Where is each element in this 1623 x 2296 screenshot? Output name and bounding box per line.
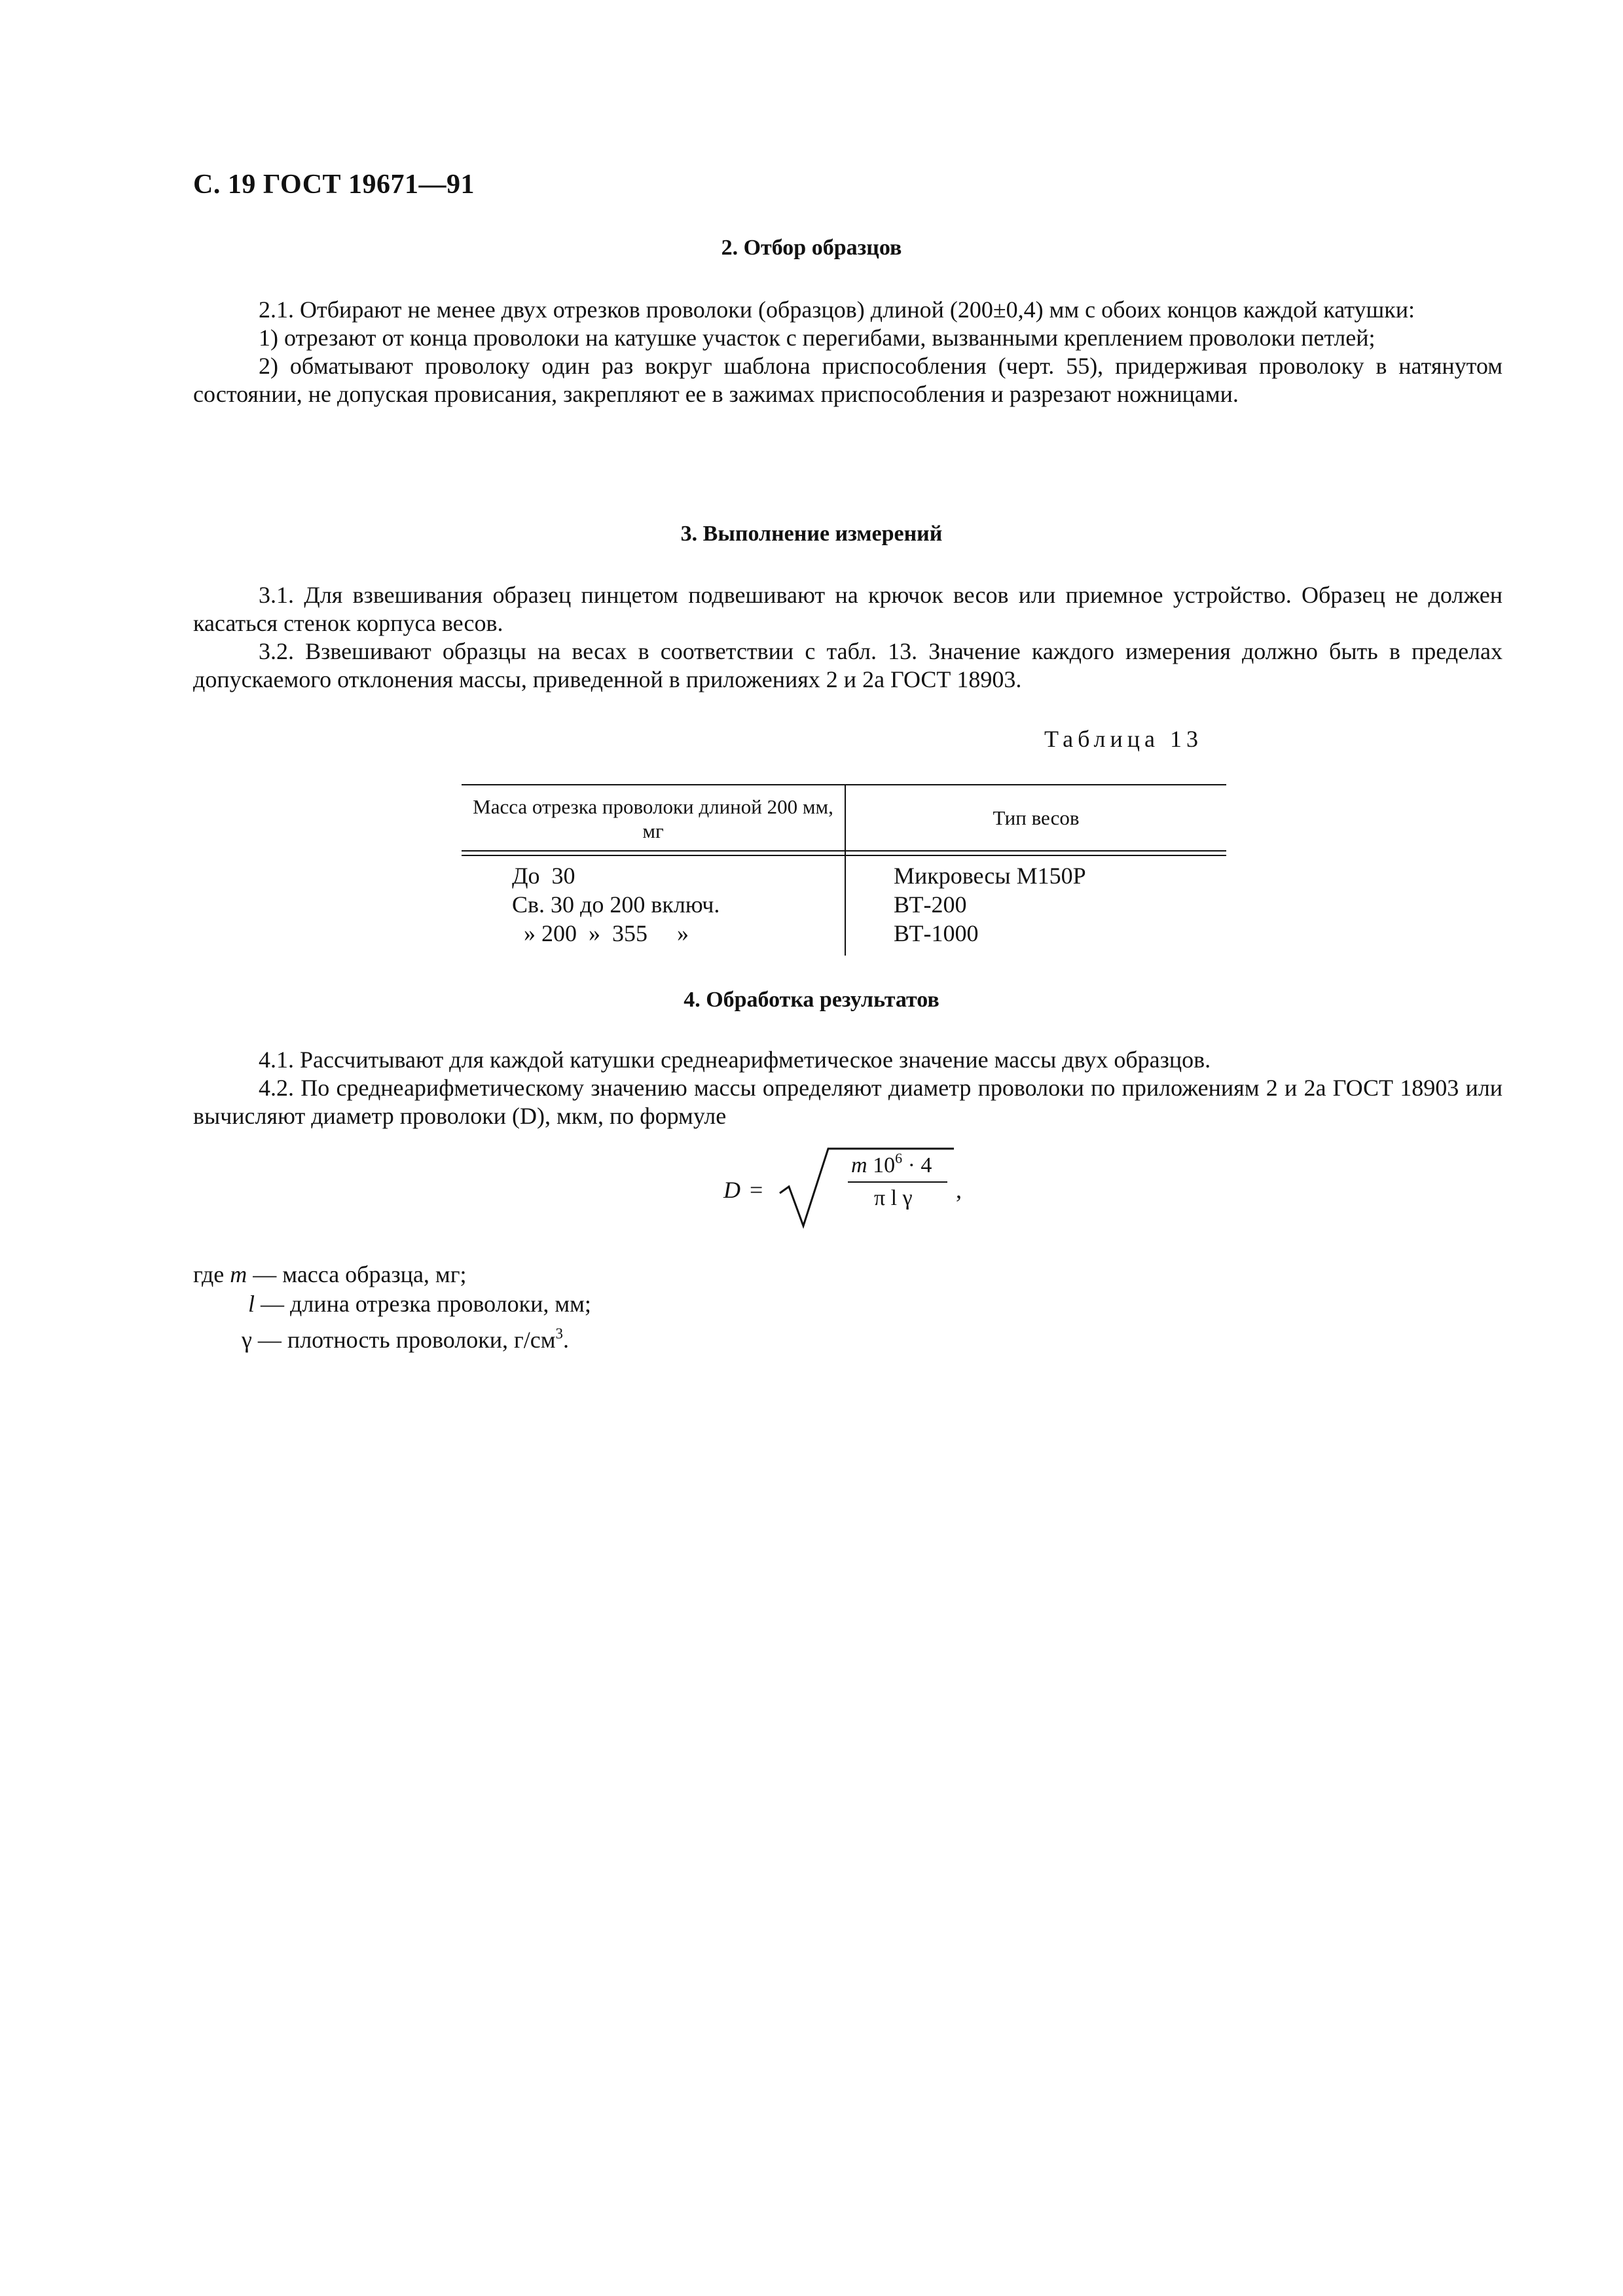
definition-m: где m — масса образца, мг; — [193, 1261, 467, 1287]
table-13 — [462, 784, 1226, 956]
table-column-scale — [894, 861, 1086, 948]
paragraph-2-1-2: 2) обматывают проволоку один раз вокруг шаблона приспособления (черт. 55), придерживая проволоку в натянутом состоянии, не допуская провисания, закрепляют ее в зажимах приспособления и разрезают ножницами. — [193, 353, 1503, 407]
section-3-title: 3. Выполнение измерений — [680, 522, 943, 546]
paragraph-3-1: 3.1. Для взвешивания образец пинцетом подвешивают на крючок весов или приемное устройство. Образец не должен касаться стенок корпуса весов. — [193, 582, 1503, 636]
table-cell: Микровесы М150Р — [894, 863, 1086, 889]
paragraph-4-1: 4.1. Рассчитывают для каждой катушки среднеарифметическое значение массы двух образцов. — [259, 1047, 1211, 1073]
paragraph-3-2: 3.2. Взвешивают образцы на весах в соответствии с табл. 13. Значение каждого измерения должно быть в пределах допускаемого отклонения массы, приведенной в приложениях 2 и 2а ГОСТ 18903. — [193, 638, 1503, 692]
page-header: С. 19 ГОСТ 19671—91 — [193, 170, 475, 200]
section-4-body — [193, 1046, 1503, 1130]
fraction-bar — [848, 1181, 947, 1183]
definition-l: l — длина отрезка проволоки, мм; — [248, 1291, 591, 1317]
table-caption: Таблица 13 — [1044, 726, 1203, 752]
table-column-mass — [512, 861, 720, 948]
variable-definitions — [193, 1260, 591, 1355]
section-2-title: 2. Отбор образцов — [721, 236, 902, 260]
diameter-formula — [723, 1142, 985, 1234]
table-cell: Св. 30 до 200 включ. — [512, 891, 720, 918]
section-2-body — [193, 296, 1503, 408]
table-cell: ВТ-1000 — [894, 920, 979, 946]
section-4-title: 4. Обработка результатов — [684, 988, 939, 1012]
table-cell: » 200 » 355 » — [512, 920, 689, 946]
table-header-rule-double — [462, 855, 1226, 856]
formula-comma: , — [956, 1177, 962, 1203]
paragraph-2-1-1: 1) отрезают от конца проволоки на катушке участок с перегибами, вызванными креплением проволоки петлей; — [259, 325, 1376, 351]
table-header-scale-type: Тип весов — [993, 806, 1080, 829]
table-header-mass: Масса отрезка проволоки длиной 200 мм, мг — [473, 795, 833, 842]
section-3-body — [193, 581, 1503, 694]
formula-lhs: D — [723, 1177, 740, 1203]
formula-equals: = — [750, 1177, 763, 1203]
formula-denominator: π l γ — [874, 1186, 913, 1210]
table-cell: До 30 — [512, 863, 575, 889]
table-top-rule — [462, 784, 1226, 785]
paragraph-4-2: 4.2. По среднеарифметическому значению массы определяют диаметр проволоки по приложениям 2 и 2а ГОСТ 18903 или вычисляют диаметр проволоки (D), мкм, по формуле — [193, 1075, 1503, 1129]
formula-numerator: m $10^6 \cdot 4$ — [851, 1150, 932, 1177]
paragraph-2-1: 2.1. Отбирают не менее двух отрезков проволоки (образцов) длиной (200±0,4) мм с обоих концов каждой катушки: — [259, 296, 1415, 323]
definition-gamma: γ — плотность проволоки, $г/см^3$. — [242, 1325, 569, 1353]
table-cell: ВТ-200 — [894, 891, 967, 918]
table-header-rule — [462, 850, 1226, 852]
